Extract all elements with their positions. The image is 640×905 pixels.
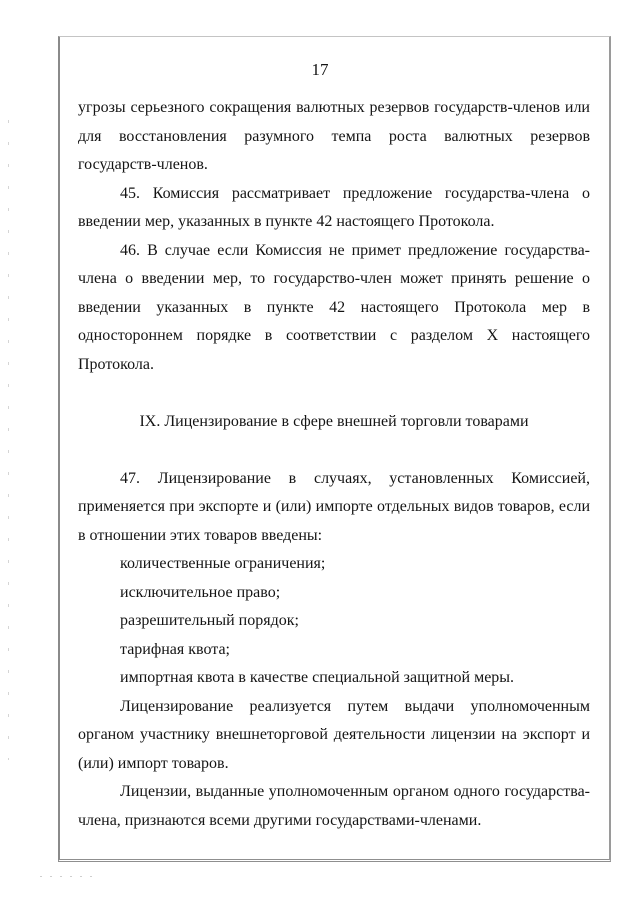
licensing-paragraph: Лицензирование реализуется путем выдачи уполномоченным органом участнику внешнеторговой деятельности лицензии на экспорт и (или) импорт товаров. (78, 697, 590, 772)
scan-edge-mark (8, 120, 9, 760)
clause-47: 47. Лицензирование в случаях, установленных Комиссией, применяется при экспорте и (или) импорте отдельных видов товаров, если в отношении этих товаров введены: (78, 469, 590, 544)
list-item: тарифная квота; (120, 640, 230, 658)
list-item: исключительное право; (120, 583, 281, 601)
clause-45: 45. Комиссия рассматривает предложение государства-члена о введении мер, указанных в пункте 42 настоящего Протокола. (78, 184, 590, 230)
section-heading: IX. Лицензирование в сфере внешней торговли товарами (139, 412, 529, 430)
clause-46: 46. В случае если Комиссия не примет предложение государства-члена о введении мер, то государство-член может принять решение о введении указанных в пункте 42 настоящего Протокола мер в одностороннем порядке в соответствии с разделом X настоящего Протокола. (78, 241, 590, 373)
list-item: количественные ограничения; (120, 555, 326, 572)
scan-edge-mark (40, 876, 100, 877)
recognition-paragraph: Лицензии, выданные уполномоченным органом одного государства-члена, признаются всеми другими государствами-членами. (78, 783, 590, 829)
page-number: 17 (311, 60, 329, 79)
list-item: разрешительный порядок; (120, 612, 299, 629)
list-item: импортная квота в качестве специальной защитной меры. (120, 669, 515, 686)
continuation-paragraph: угрозы серьезного сокращения валютных резервов государств-членов или для восстановления разумного темпа роста валютных резервов государств-членов. (78, 99, 590, 173)
document-body (78, 94, 590, 835)
